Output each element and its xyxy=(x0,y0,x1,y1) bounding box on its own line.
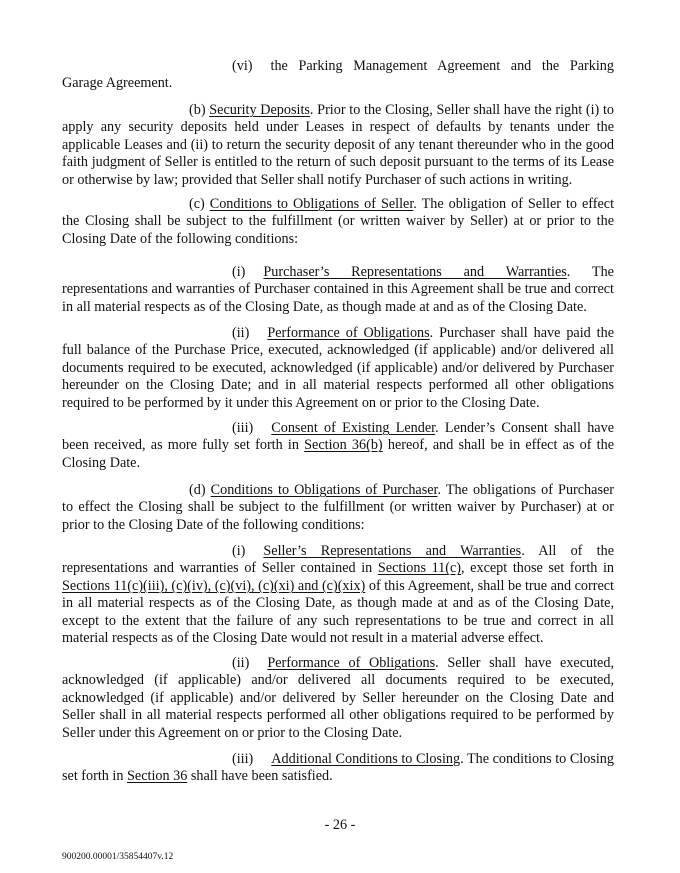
paragraph-c-iii: (iii) Consent of Existing Lender. Lender’s Consent shall have been received, as more fully set forth in Section 36(b) hereof, and shall be in effect as of the Closing Date. xyxy=(62,420,614,471)
paragraph-conditions-seller: (c) Conditions to Obligations of Seller. The obligation of Seller to effect the Closing shall be subject to the fulfillment (or written waiver by Seller) at or prior to the Closing Date of the following conditions: xyxy=(62,196,615,247)
ref-section-11c: Sections 11(c) xyxy=(377,560,462,577)
paragraph-c-i: (i) Purchaser’s Representations and Warranties. The representations and warranties of Purchaser contained in this Agreement shall be true and correct in all material respects as of the Closing Date, as though made at and as of the Closing Date. xyxy=(62,264,614,315)
heading-lender-consent: Consent of Existing Lender xyxy=(271,420,436,436)
paragraph-security-deposits: (b) Security Deposits. Prior to the Closing, Seller shall have the right (i) to apply any security deposits held under Leases in respect of defaults by tenants under the applicable Leases and (ii) to return the security deposit of any tenant thereunder who in the good faith judgment of Seller is entitled to the return of such deposit pursuant to the terms of its Lease or otherwise by law; provided that Seller shall notify Purchaser of such actions in writing. xyxy=(62,102,614,188)
heading-conditions-seller: Conditions to Obligations of Seller xyxy=(209,196,414,212)
paragraph-conditions-purchaser: (d) Conditions to Obligations of Purchaser. The obligations of Purchaser to effect the Closing shall be subject to the fulfillment (or written waiver by Purchaser) at or prior to the Closing Date of the following conditions: xyxy=(62,482,614,533)
heading-conditions-purchaser: Conditions to Obligations of Purchaser xyxy=(210,482,438,498)
ref-section-11c-list: Sections 11(c)(iii), (c)(iv), (c)(vi), (c)(xi) and (c)(xix) xyxy=(62,577,366,594)
heading-seller-reps: Seller’s Representations and Warranties xyxy=(263,543,522,559)
heading-security-deposits: Security Deposits xyxy=(209,102,310,118)
page-number: - 26 - xyxy=(324,817,356,833)
paragraph-vi: (vi) the Parking Management Agreement and the Parking Garage Agreement. xyxy=(62,58,614,92)
paragraph-d-i: (i) Seller’s Representations and Warranties. All of the representations and warranties of Seller contained in Sections 11(c), except those set forth in Sections 11(c)(iii), (c)(iv), (c)(vi), (c)(xi) and (c)(xix) of this Agreement, shall be true and correct in all material respects as of the Closing Date, as though made at and as of the Closing Date, except to the extent that the failure of any such representations to be true and correct in all material respects as of the Closing Date would not result in a material adverse effect. xyxy=(62,543,615,647)
paragraph-c-ii: (ii) Performance of Obligations. Purchaser shall have paid the full balance of the Purchase Price, executed, acknowledged (if applicable) and/or delivered all documents required to be executed, acknowledged (if applicable) and/or delivered by Purchaser hereunder on the Closing Date; and in all material respects performed all other obligations required to be performed by it under this Agreement on or prior to the Closing Date. xyxy=(62,325,614,411)
paragraph-d-iii: (iii) Additional Conditions to Closing. The conditions to Closing set forth in Section 36 shall have been satisfied. xyxy=(62,751,614,785)
heading-purchaser-reps: Purchaser’s Representations and Warranties xyxy=(263,264,567,280)
paragraph-d-ii: (ii) Performance of Obligations. Seller shall have executed, acknowledged (if applicable) and/or delivered all documents required to be executed, acknowledged (if applicable) and/or delivered by Seller hereunder on the Closing Date and Seller shall in all material respects performed all other obligations required to be performed by Seller under this Agreement on or prior to the Closing Date. xyxy=(62,655,614,741)
document-id: 900200.00001/35854407v.12 xyxy=(62,852,174,862)
ref-section-36: Section 36 xyxy=(127,768,188,785)
heading-additional-conditions: Additional Conditions to Closing xyxy=(271,751,461,767)
ref-section-36b: Section 36(b) xyxy=(304,437,383,454)
heading-performance-seller: Performance of Obligations xyxy=(267,655,436,671)
heading-performance-purchaser: Performance of Obligations xyxy=(267,325,430,341)
